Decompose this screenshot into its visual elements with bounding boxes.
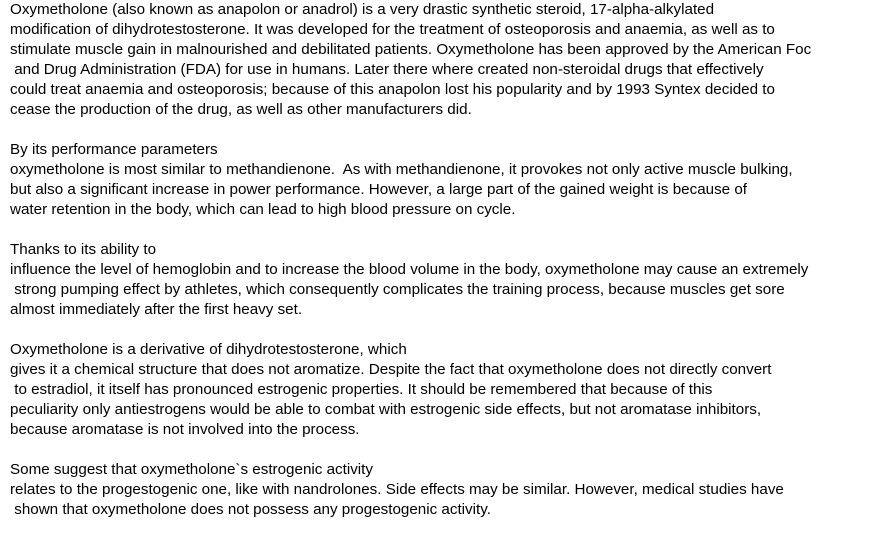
paragraph-progestogenic: [10, 460, 895, 520]
text-line: water retention in the body, which can lead to high blood pressure on cycle.: [10, 201, 516, 218]
text-line: cease the production of the drug, as well as other manufacturers did.: [10, 101, 472, 118]
text-line: Some suggest that oxymetholone`s estrogenic activity: [10, 461, 373, 478]
paragraph-performance: [10, 140, 895, 220]
text-line: Thanks to its ability to: [10, 241, 157, 258]
text-line: strong pumping effect by athletes, which consequently complicates the training process, because muscles get sore: [10, 281, 785, 298]
text-line: oxymetholone is most similar to methandienone. As with methandienone, it provokes not only active muscle bulking,: [10, 161, 793, 178]
text-line: could treat anaemia and osteoporosis; because of this anapolon lost his popularity and by 1993 Syntex decided to: [10, 81, 775, 98]
text-line: influence the level of hemoglobin and to increase the blood volume in the body, oxymetholone may cause an extremely: [10, 261, 809, 278]
text-line: and Drug Administration (FDA) for use in humans. Later there where created non-steroidal drugs that effectively: [10, 61, 764, 78]
text-line: By its performance parameters: [10, 141, 218, 158]
text-line: stimulate muscle gain in malnourished and debilitated patients. Oxymetholone has been approved by the American Foc: [10, 41, 812, 58]
text-line: peculiarity only antiestrogens would be able to combat with estrogenic side effects, but not aromatase inhibitors,: [10, 401, 762, 418]
text-line: almost immediately after the first heavy set.: [10, 301, 303, 318]
paragraph-hemoglobin: [10, 240, 895, 320]
document-body: [10, 0, 895, 540]
text-line: Oxymetholone is a derivative of dihydrotestosterone, which: [10, 341, 407, 358]
text-line: modification of dihydrotestosterone. It was developed for the treatment of osteoporosis and anaemia, as well as to: [10, 21, 775, 38]
text-line: to estradiol, it itself has pronounced estrogenic properties. It should be remembered that because of this: [10, 381, 713, 398]
text-line: relates to the progestogenic one, like with nandrolones. Side effects may be similar. However, medical studies have: [10, 481, 784, 498]
paragraph-estrogenic: [10, 340, 895, 440]
text-line: because aromatase is not involved into the process.: [10, 421, 360, 438]
text-line: gives it a chemical structure that does not aromatize. Despite the fact that oxymetholone does not directly convert: [10, 361, 772, 378]
text-line: shown that oxymetholone does not possess any progestogenic activity.: [10, 501, 491, 518]
text-line: Oxymetholone (also known as anapolon or anadrol) is a very drastic synthetic steroid, 17-alpha-alkylated: [10, 1, 715, 18]
text-line: but also a significant increase in power performance. However, a large part of the gained weight is because of: [10, 181, 748, 198]
paragraph-overview: [10, 0, 895, 120]
